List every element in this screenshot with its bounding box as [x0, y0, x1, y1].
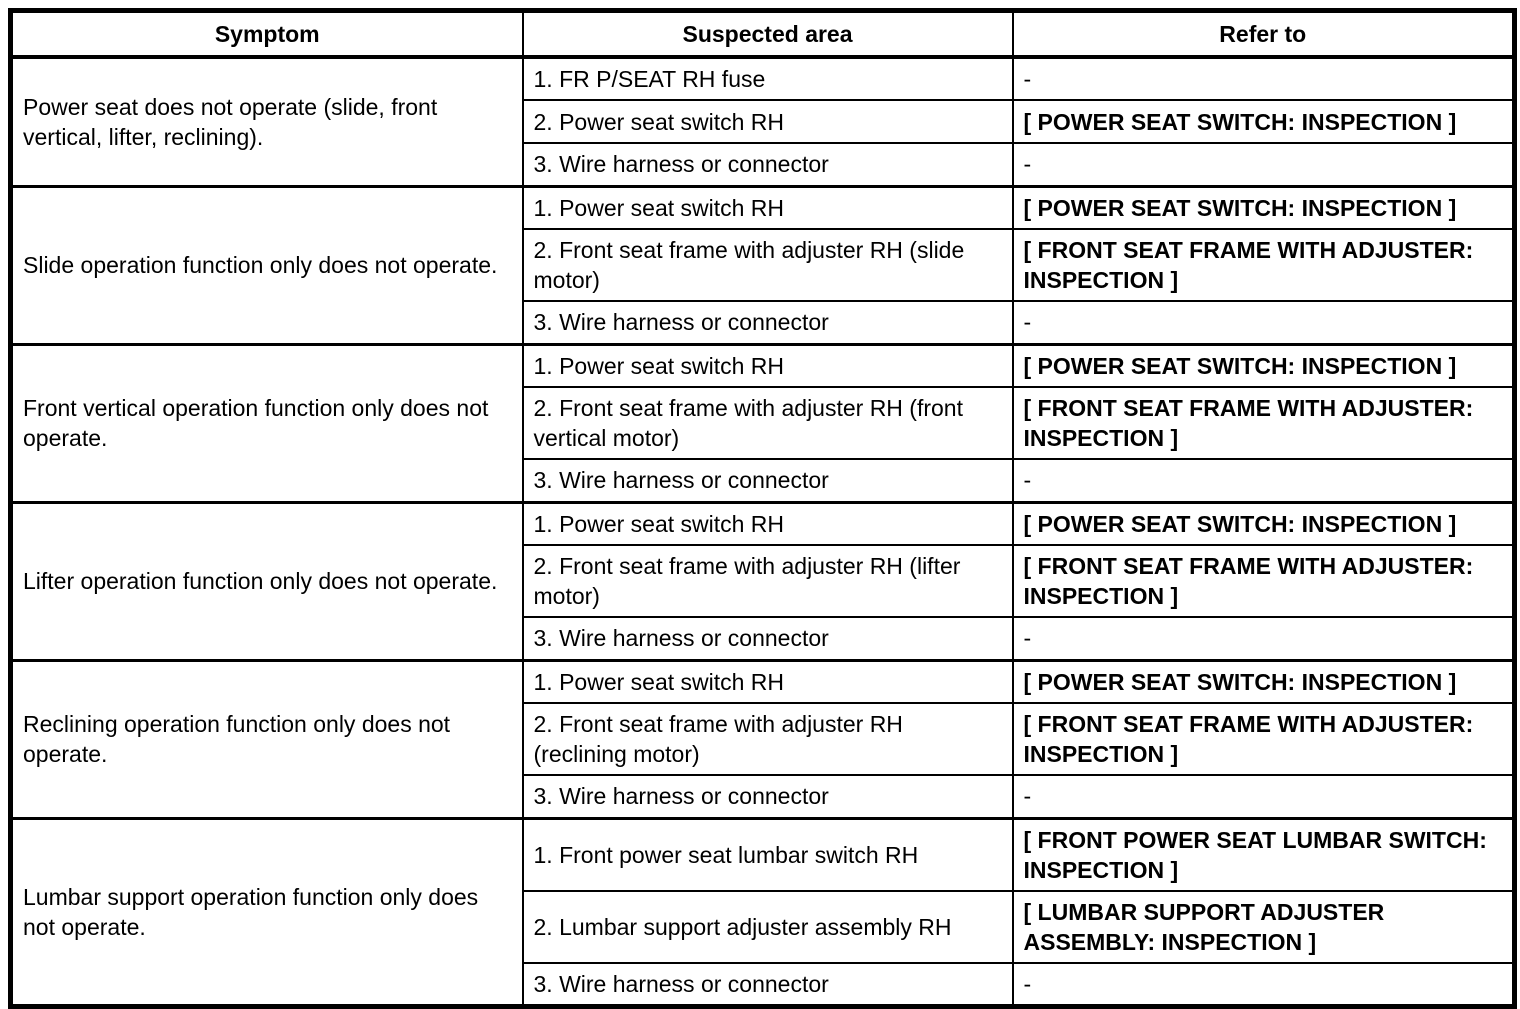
column-header-suspected-area: Suspected area	[523, 11, 1013, 58]
column-header-symptom: Symptom	[11, 11, 523, 58]
refer-cell: [ LUMBAR SUPPORT ADJUSTER ASSEMBLY: INSPECTION ]	[1013, 891, 1515, 963]
refer-cell: -	[1013, 57, 1515, 100]
table-row	[11, 186, 1515, 229]
refer-cell: [ FRONT SEAT FRAME WITH ADJUSTER: INSPECTION ]	[1013, 545, 1515, 617]
refer-cell: -	[1013, 459, 1515, 502]
symptom-cell: Lifter operation function only does not operate.	[11, 502, 523, 660]
table-row	[11, 818, 1515, 891]
refer-cell: [ FRONT SEAT FRAME WITH ADJUSTER: INSPECTION ]	[1013, 703, 1515, 775]
area-cell: 1. Power seat switch RH	[523, 502, 1013, 545]
symptom-cell: Slide operation function only does not operate.	[11, 186, 523, 344]
area-cell: 2. Front seat frame with adjuster RH (slide motor)	[523, 229, 1013, 301]
refer-cell: -	[1013, 301, 1515, 344]
column-header-refer-to: Refer to	[1013, 11, 1515, 58]
refer-cell: [ POWER SEAT SWITCH: INSPECTION ]	[1013, 660, 1515, 703]
symptom-cell: Lumbar support operation function only does not operate.	[11, 818, 523, 1006]
area-cell: 3. Wire harness or connector	[523, 143, 1013, 186]
area-cell: 3. Wire harness or connector	[523, 301, 1013, 344]
symptom-cell: Front vertical operation function only does not operate.	[11, 344, 523, 502]
area-cell: 3. Wire harness or connector	[523, 617, 1013, 660]
area-cell: 3. Wire harness or connector	[523, 459, 1013, 502]
symptom-cell: Power seat does not operate (slide, front vertical, lifter, reclining).	[11, 57, 523, 186]
refer-cell: -	[1013, 775, 1515, 818]
refer-cell: -	[1013, 143, 1515, 186]
area-cell: 2. Power seat switch RH	[523, 100, 1013, 143]
area-cell: 3. Wire harness or connector	[523, 775, 1013, 818]
area-cell: 1. Power seat switch RH	[523, 344, 1013, 387]
refer-cell: [ FRONT SEAT FRAME WITH ADJUSTER: INSPECTION ]	[1013, 229, 1515, 301]
area-cell: 1. FR P/SEAT RH fuse	[523, 57, 1013, 100]
table-row	[11, 502, 1515, 545]
area-cell: 1. Power seat switch RH	[523, 186, 1013, 229]
area-cell: 2. Lumbar support adjuster assembly RH	[523, 891, 1013, 963]
header-row	[11, 11, 1515, 58]
refer-cell: [ FRONT SEAT FRAME WITH ADJUSTER: INSPECTION ]	[1013, 387, 1515, 459]
table-row	[11, 344, 1515, 387]
area-cell: 3. Wire harness or connector	[523, 963, 1013, 1007]
area-cell: 2. Front seat frame with adjuster RH (reclining motor)	[523, 703, 1013, 775]
table-row	[11, 660, 1515, 703]
table-row	[11, 57, 1515, 100]
refer-cell: -	[1013, 617, 1515, 660]
troubleshooting-table	[8, 8, 1517, 1009]
refer-cell: [ POWER SEAT SWITCH: INSPECTION ]	[1013, 100, 1515, 143]
refer-cell: [ POWER SEAT SWITCH: INSPECTION ]	[1013, 502, 1515, 545]
refer-cell: [ POWER SEAT SWITCH: INSPECTION ]	[1013, 186, 1515, 229]
refer-cell: -	[1013, 963, 1515, 1007]
area-cell: 1. Power seat switch RH	[523, 660, 1013, 703]
area-cell: 1. Front power seat lumbar switch RH	[523, 818, 1013, 891]
refer-cell: [ POWER SEAT SWITCH: INSPECTION ]	[1013, 344, 1515, 387]
refer-cell: [ FRONT POWER SEAT LUMBAR SWITCH: INSPECTION ]	[1013, 818, 1515, 891]
area-cell: 2. Front seat frame with adjuster RH (front vertical motor)	[523, 387, 1013, 459]
symptom-cell: Reclining operation function only does not operate.	[11, 660, 523, 818]
area-cell: 2. Front seat frame with adjuster RH (lifter motor)	[523, 545, 1013, 617]
